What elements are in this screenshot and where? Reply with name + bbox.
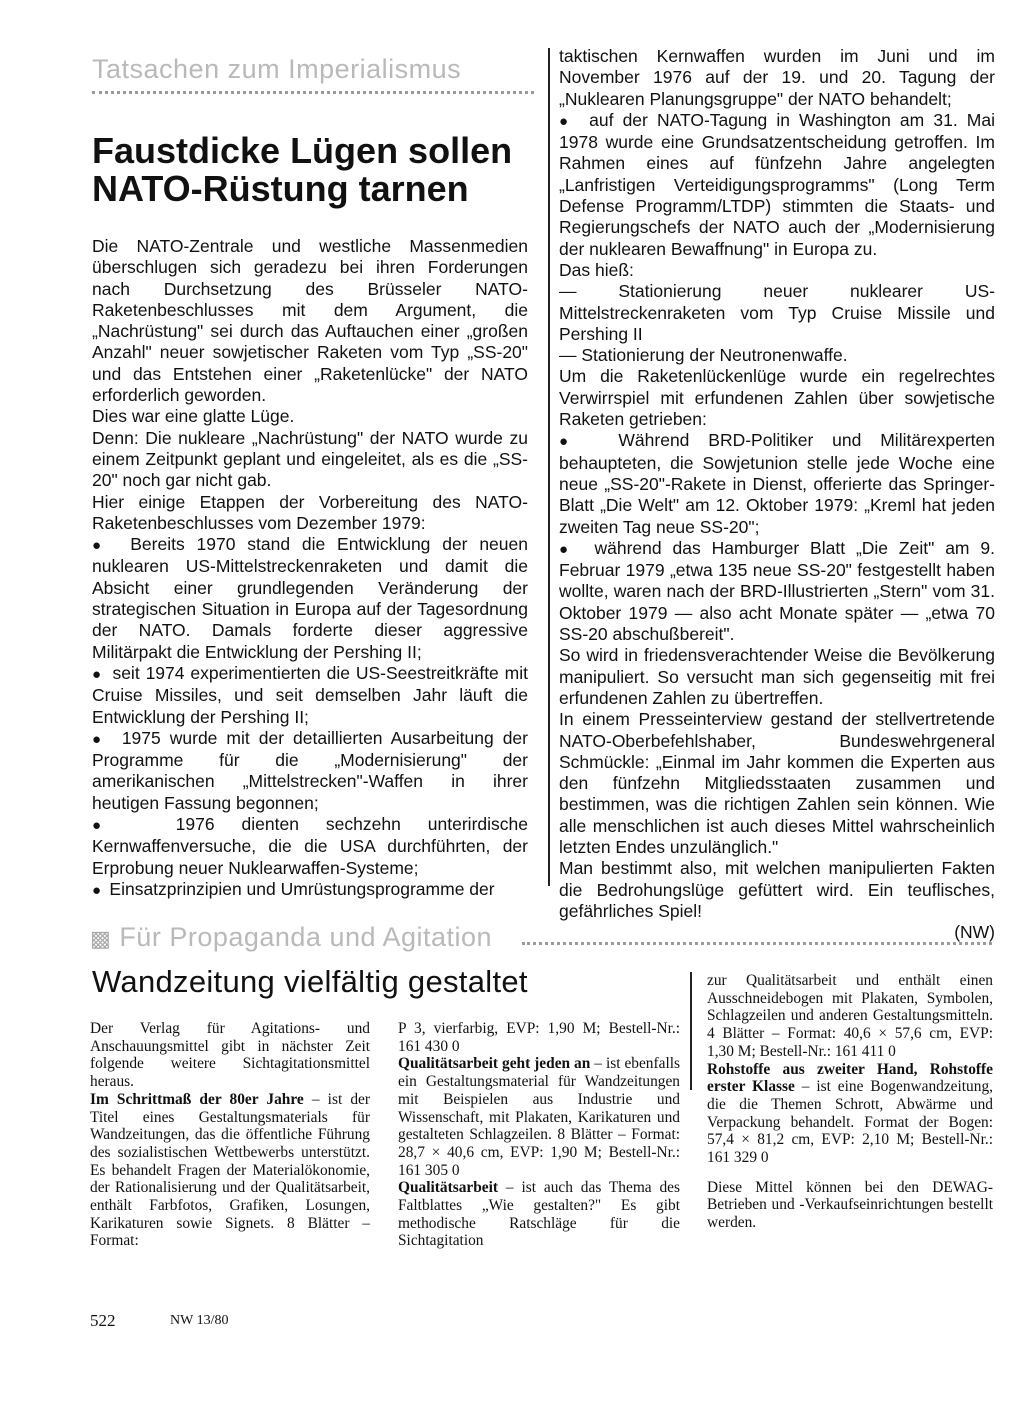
bullet-paragraph: ● auf der NATO-Tagung in Washington am 31. Mai 1978 wurde eine Grundsatzentscheidung getroffen. Im Rahmen eines auf fünfzehn Jahre angelegten „Lanfristigen Verteidigungsprogramms" (Long Term Defense Programm/LTDP) stimmten die Staats- und Regierungschefs der NATO auch der „Modernisierung der nuklearen Bewaffnung" in Europa zu. bbox=[559, 110, 995, 260]
article2-column-2 bbox=[398, 1020, 680, 1250]
article1-right-column bbox=[559, 46, 995, 943]
paragraph: Denn: Die nukleare „Nachrüstung" der NATO wurde zu einem Zeitpunkt geplant und eingeleitet, als es die „SS-20" noch gar nicht gab. bbox=[92, 427, 528, 491]
paragraph: Um die Raketenlückenlüge wurde ein regelrechtes Verwirrspiel mit erfundenen Zahlen über sowjetische Raketen getrieben: bbox=[559, 366, 995, 430]
bullet-paragraph: ● 1975 wurde mit der detaillierten Ausarbeitung der Programme für die „Modernisierung" der amerikanischen „Mittelstrecken"-Waffen in ihrer heutigen Fassung begonnen; bbox=[92, 728, 528, 814]
article-headline bbox=[92, 132, 542, 208]
section-kicker-propaganda: ▩ Für Propaganda und Agitation bbox=[90, 922, 493, 952]
column-divider bbox=[690, 972, 692, 1090]
signature-row bbox=[559, 922, 995, 943]
product-title: Qualitätsarbeit bbox=[398, 1179, 499, 1197]
bullet-paragraph: ● Bereits 1970 stand die Entwicklung der neuen nuklearen US-Mittelstreckenraketen und damit die Absicht einer grundlegenden Veränderung der strategischen Situation in Europa auf der Tagesordnung der NATO. Damals forderte dieser aggressive Militärpakt die Entwicklung der Pershing II; bbox=[92, 534, 528, 663]
article2-column-1 bbox=[90, 1020, 370, 1250]
paragraph: — Stationierung der Neutronenwaffe. bbox=[559, 345, 848, 366]
issue-label: NW 13/80 bbox=[170, 1313, 229, 1328]
product-item: Im Schrittmaß der 80er Jahre – ist der Titel eines Gestaltungsmaterials für Wandzeitungen, das die öffentliche Führung des sozialistischen Wettbewerbs unterstützt. Es behandelt Fragen der Materialökonomie, der Rationalisierung und der Qualitätsarbeit, enthält Farbfotos, Grafiken, Losungen, Karikaturen sowie Signets. 8 Blätter – Format: bbox=[90, 1090, 370, 1250]
paragraph: Man bestimmt also, mit welchen manipulierten Fakten die Bedrohungslüge gefüttert wird. Ein teuflisches, gefährliches Spiel! bbox=[559, 858, 995, 921]
product-title: Im Schrittmaß der 80er Jahre bbox=[90, 1090, 304, 1108]
article2-headline: Wandzeitung vielfältig gestaltet bbox=[92, 964, 528, 999]
product-item: Qualitätsarbeit – ist auch das Thema des Faltblattes „Wie gestalten?" Es gibt methodische Ratschläge für die Sichtagitation bbox=[398, 1179, 680, 1250]
headline-line-1: Faustdicke Lügen sollen bbox=[92, 130, 513, 171]
bullet-paragraph: ● seit 1974 experimentierten die US-Seestreitkräfte mit Cruise Missiles, und seit demselben Jahr läuft die Entwicklung der Pershing II; bbox=[92, 663, 528, 728]
bullet-paragraph: ● 1976 dienten sechzehn unterirdische Kernwaffenversuche, die die USA durchführten, der Erprobung neuer Nuklearwaffen-Systeme; bbox=[92, 814, 528, 879]
section-kicker-imperialism: Tatsachen zum Imperialismus bbox=[92, 54, 462, 84]
product-item: Rohstoffe aus zweiter Hand, Rohstoffe erster Klasse – ist eine Bogenwandzeitung, die die Themen Schrott, Abwärme und Verpackung behandelt. Format der Bogen: 57,4 × 81,2 cm, EVP: 2,10 M; Bestell-Nr.: 161 329 0 bbox=[707, 1060, 993, 1167]
article1-left-column bbox=[92, 236, 528, 901]
product-title: Rohstoffe aus zweiter Hand, Rohstoffe erster Klasse bbox=[707, 1060, 993, 1096]
paragraph: Diese Mittel können bei den DEWAG-Betrieben und -Verkaufseinrichtungen bestellt werden. bbox=[707, 1178, 993, 1232]
paragraph: Die NATO-Zentrale und westliche Massenmedien überschlugen sich geradezu bei ihren Forderungen nach Durchsetzung des Brüsseler NATO-Raketenbeschlusses mit dem Argument, die „Nachrüstung" sei durch das Auftauchen einer „großen Anzahl" neuer sowjetischer Raketen vom Typ „SS-20" und das Entstehen einer „Raketenlücke" der NATO erforderlich geworden. bbox=[92, 236, 528, 406]
section-glyph-icon: ▩ bbox=[90, 926, 112, 951]
page-number: 522 bbox=[90, 1311, 116, 1330]
article2-column-3 bbox=[707, 972, 993, 1232]
paragraph: In einem Presseinterview gestand der stellvertretende NATO-Oberbefehlshaber, Bundeswehrgeneral Schmückle: „Einmal im Jahr kommen die Experten aus den fünfzehn Mitgliedsstaaten zusammen und bestimmen, was die richtigen Zahlen sein können. Wie alle menschlichen ist auch dieses Mittel wahrscheinlich letzten Endes unzulänglich." bbox=[559, 709, 995, 857]
product-item: Qualitätsarbeit geht jeden an – ist ebenfalls ein Gestaltungsmaterial für Wandzeitungen mit Beispielen aus Industrie und Wissenschaft, mit Plakaten, Karikaturen und gestalteten Schlagzeilen. 8 Blätter – Format: 28,7 × 40,6 cm, EVP: 1,90 M; Bestell-Nr.: 161 305 0 bbox=[398, 1055, 680, 1179]
paragraph: — Stationierung neuer nuklearer US-Mittelstreckenraketen vom Typ Cruise Missile und Pershing II bbox=[559, 281, 995, 344]
bullet-paragraph: ● Einsatzprinzipien und Umrüstungsprogramme der bbox=[92, 879, 528, 901]
paragraph: Hier einige Etappen der Vorbereitung des NATO-Raketenbeschlusses vom Dezember 1979: bbox=[92, 491, 528, 533]
bullet-paragraph: ● Während BRD-Politiker und Militärexperten behaupteten, die Sowjetunion stelle jede Woche eine neue „SS-20"-Rakete in Dienst, offerierte das Springer-Blatt „Die Welt" am 12. Oktober 1979: „Kreml hat jeden zweiten Tag neue SS-20"; bbox=[559, 430, 995, 537]
paragraph: P 3, vierfarbig, EVP: 1,90 M; Bestell-Nr.: 161 430 0 bbox=[398, 1020, 680, 1055]
spacer bbox=[707, 1167, 993, 1179]
paragraph: So wird in friedensverachtender Weise die Bevölkerung manipuliert. So versucht man sich gegenseitig mit frei erfundenen Zahlen zu übertreffen. bbox=[559, 645, 995, 708]
kicker-underline bbox=[92, 91, 534, 94]
paragraph: Der Verlag für Agitations- und Anschauungsmittel gibt in nächster Zeit folgende weitere Sichtagitationsmittel heraus. bbox=[90, 1020, 370, 1091]
headline-line-2: NATO-Rüstung tarnen bbox=[92, 168, 469, 209]
paragraph: zur Qualitätsarbeit und enthält einen Ausschneidebogen mit Plakaten, Symbolen, Schlagzeilen und anderen Gestaltungsmitteln. 4 Blätter – Format: 40,6 × 57,6 cm, EVP: 1,30 M; Bestell-Nr.: 161 411 0 bbox=[707, 972, 993, 1060]
paragraph: Dies war eine glatte Lüge. bbox=[92, 406, 295, 427]
kicker-line bbox=[522, 942, 992, 945]
author-signature: (NW) bbox=[954, 922, 995, 943]
paragraph: taktischen Kernwaffen wurden im Juni und im November 1976 auf der 19. und 20. Tagung der „Nuklearen Planungsgruppe" der NATO behandelt; bbox=[559, 46, 995, 109]
column-divider bbox=[548, 48, 550, 886]
product-title: Qualitätsarbeit geht jeden an bbox=[398, 1055, 591, 1073]
bullet-paragraph: ● während das Hamburger Blatt „Die Zeit" am 9. Februar 1979 „etwa 135 neue SS-20" festgestellt haben wollte, waren nach der BRD-Illustrierten „Stern" vom 31. Oktober 1979 — also acht Monate später — „etwa 70 SS-20 abschußbereit". bbox=[559, 538, 995, 645]
paragraph: Das hieß: bbox=[559, 259, 634, 280]
